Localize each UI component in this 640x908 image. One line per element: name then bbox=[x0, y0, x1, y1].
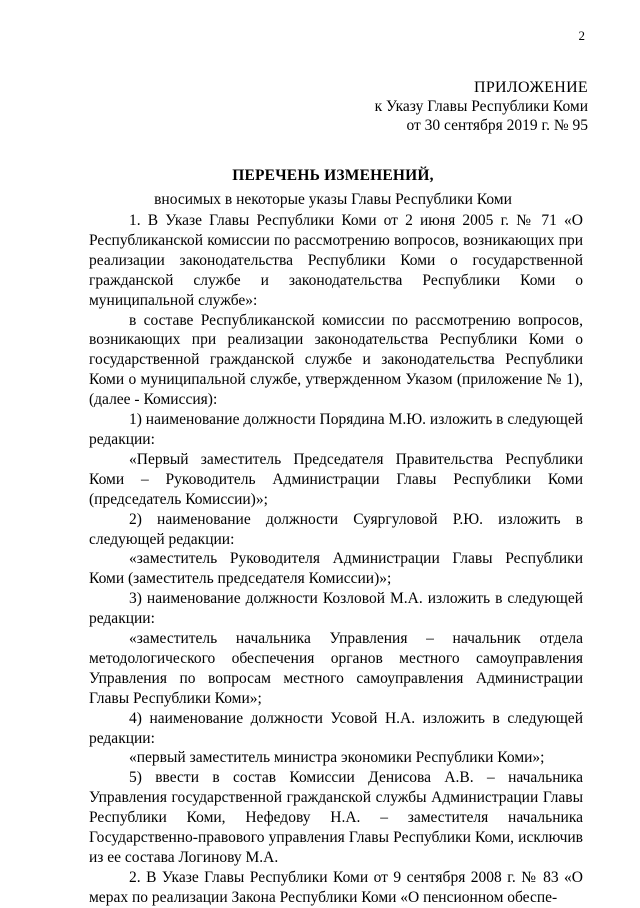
annex-header bbox=[258, 78, 588, 135]
paragraph: 2) наименование должности Суяргуловой Р.Ю. изложить в следующей редакции: bbox=[89, 510, 583, 548]
annex-decree-ref: к Указу Главы Республики Коми bbox=[374, 98, 588, 115]
paragraph: «Первый заместитель Председателя Правительства Республики Коми – Руководитель Администрации Главы Республики Коми (председатель Комиссии)»; bbox=[89, 450, 583, 508]
document-subtitle: вносимых в некоторые указы Главы Республики Коми bbox=[154, 191, 512, 208]
paragraph: «заместитель Руководителя Администрации Главы Республики Коми (заместитель председателя Комиссии)»; bbox=[89, 550, 583, 588]
document-body bbox=[89, 211, 583, 908]
annex-title: ПРИЛОЖЕНИЕ bbox=[473, 79, 588, 96]
paragraph: 2. В Указе Главы Республики Коми от 9 сентября 2008 г. № 83 «О мерах по реализации Закона Республики Коми «О пенсионном обеспе- bbox=[89, 868, 583, 906]
annex-decree-date: от 30 сентября 2019 г. № 95 bbox=[406, 117, 588, 134]
paragraph: 1. В Указе Главы Республики Коми от 2 июня 2005 г. № 71 «О Республиканской комиссии по рассмотрению вопросов, возникающих при реализации законодательства Республики Коми о государственной гражданской службе и законодательства Республики Коми о муниципальной службе»: bbox=[89, 212, 583, 309]
paragraph: 3) наименование должности Козловой М.А. изложить в следующей редакции: bbox=[89, 590, 583, 628]
document-heading bbox=[0, 166, 640, 209]
paragraph: 4) наименование должности Усовой Н.А. изложить в следующей редакции: bbox=[89, 709, 583, 747]
document-title: ПЕРЕЧЕНЬ ИЗМЕНЕНИЙ, bbox=[232, 167, 434, 184]
page-number: 2 bbox=[578, 28, 585, 43]
paragraph: «заместитель начальника Управления – начальник отдела методологического обеспечения органов местного самоуправления Управления по вопросам местного самоуправления Администрации Главы Республики Коми»; bbox=[89, 630, 583, 707]
paragraph: «первый заместитель министра экономики Республики Коми»; bbox=[129, 749, 545, 767]
paragraph: 5) ввести в состав Комиссии Денисова А.В. – начальника Управления государственной гражданской службы Администрации Главы Республики Коми, Нефедову Н.А. – заместителя начальника Государственно-правового управления Главы Республики Коми, исключив из ее состава Логинову М.А. bbox=[89, 769, 583, 866]
paragraph: в составе Республиканской комиссии по рассмотрению вопросов, возникающих при реализации законодательства Республики Коми о государственной гражданской службе и законодательства Республики Коми о муниципальной службе, утвержденном Указом (приложение № 1), (далее - Комиссия): bbox=[89, 311, 583, 409]
paragraph: 1) наименование должности Порядина М.Ю. изложить в следующей редакции: bbox=[89, 411, 583, 448]
